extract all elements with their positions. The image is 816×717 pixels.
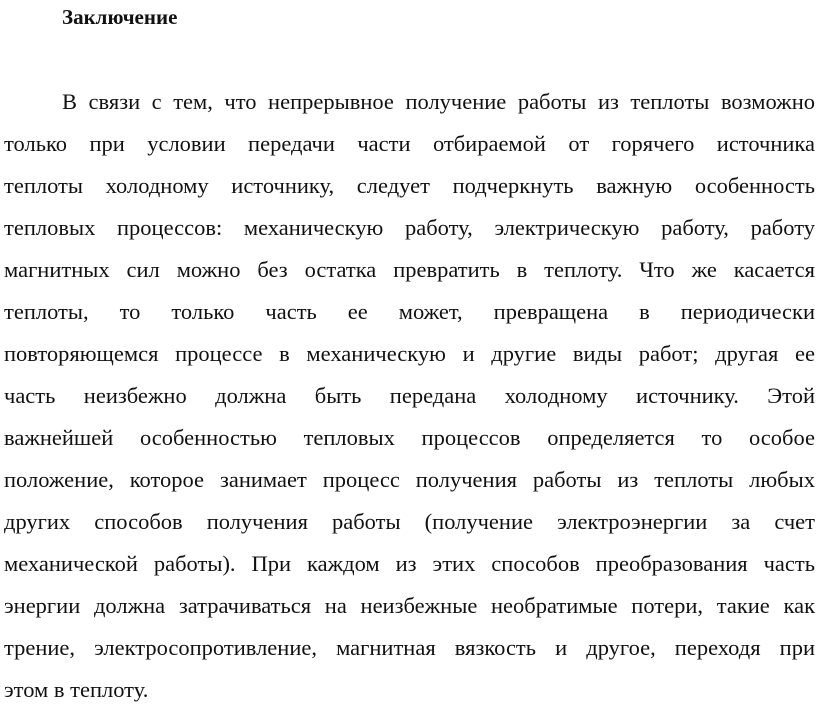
- paragraph-line: важнейшей особенностью тепловых процессов определяется то особое: [4, 425, 815, 450]
- paragraph-line: других способов получения работы (получение электроэнергии за счет: [4, 509, 815, 534]
- paragraph-line: механической работы). При каждом из этих способов преобразования часть: [4, 551, 815, 576]
- paragraph-line: магнитных сил можно без остатка превратить в теплоту. Что же касается: [4, 257, 815, 282]
- paragraph-line: только при условии передачи части отбираемой от горячего источника: [4, 131, 815, 156]
- paragraph-line: положение, которое занимает процесс получения работы из теплоты любых: [4, 467, 815, 492]
- paragraph-line: энергии должна затрачиваться на неизбежные необратимые потери, такие как: [4, 593, 815, 618]
- paragraph-line: тепловых процессов: механическую работу, электрическую работу, работу: [4, 215, 815, 240]
- paragraph-line: повторяющемся процессе в механическую и другие виды работ; другая ее: [4, 341, 815, 366]
- paragraph-line: часть неизбежно должна быть передана холодному источнику. Этой: [4, 383, 815, 408]
- document-heading: Заключение: [62, 5, 178, 29]
- paragraph-line: В связи с тем, что непрерывное получение работы из теплоты возможно: [62, 89, 815, 114]
- paragraph-line: теплоты, то только часть ее может, превращена в периодически: [4, 299, 815, 324]
- paragraph-line: трение, электросопротивление, магнитная вязкость и другое, переходя при: [4, 635, 815, 660]
- paragraph-line: теплоты холодному источнику, следует подчеркнуть важную особенность: [4, 173, 815, 198]
- paragraph-line: этом в теплоту.: [4, 677, 149, 702]
